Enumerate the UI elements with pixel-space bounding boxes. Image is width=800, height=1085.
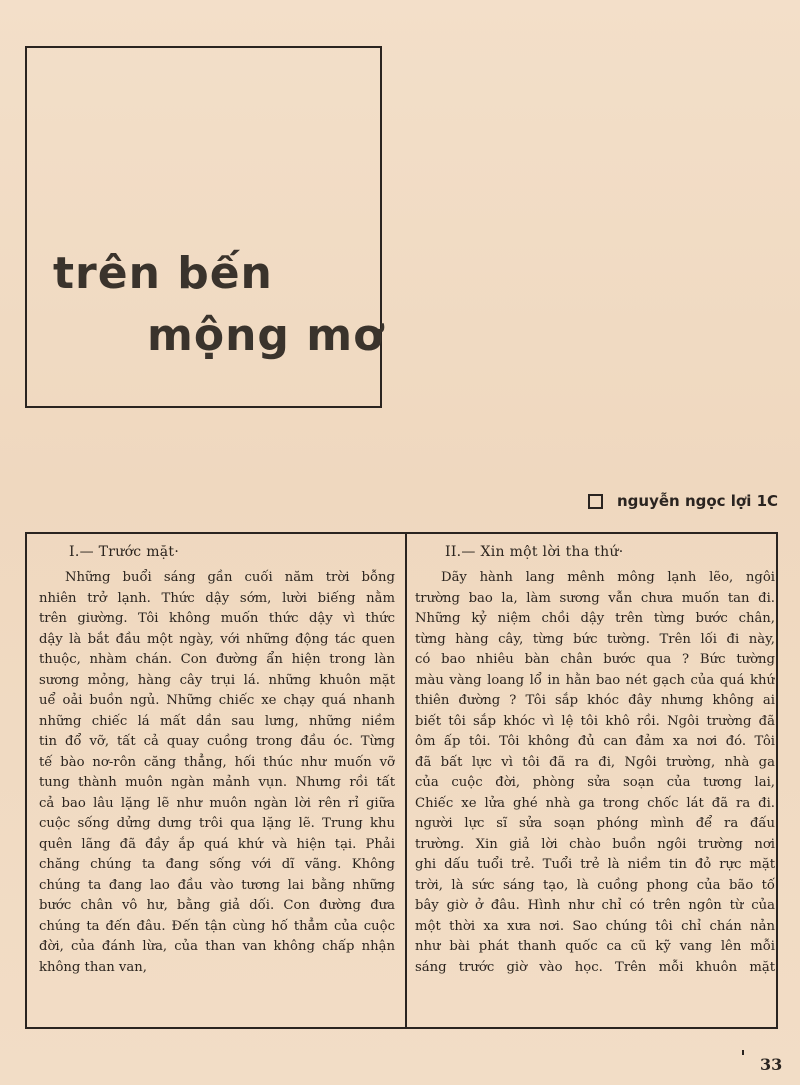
- text-line: trời, là sức sáng tạo, là cuồng phong của bão tố: [415, 877, 775, 893]
- text-line: nhiên trở lạnh. Thức dậy sớm, lười biếng nằm: [39, 590, 395, 606]
- text-line: bây giờ ở đâu. Hình như chỉ có trên ngôn từ của: [415, 898, 775, 913]
- text-line: cả bao lâu lặng lẽ như muôn ngàn lời rên rỉ giữa: [39, 795, 395, 811]
- text-line: biết tôi sắp khóc vì lệ tôi khô rồi. Ngôi trường đã: [415, 713, 775, 729]
- text-line: uể oải buồn ngủ. Những chiếc xe chạy quá nhanh: [39, 693, 395, 708]
- text-line: thuộc, nhàm chán. Con đường ẩn hiện trong làn: [39, 652, 395, 667]
- section-1-heading: I.— Trước mặt·: [69, 544, 180, 560]
- text-line: trường bao la, làm sương vẫn chưa muốn tan đi.: [415, 590, 775, 606]
- title-box: [25, 46, 385, 408]
- text-line: như bài phát thanh quốc ca cũ kỹ vang lên mỗi: [415, 939, 775, 954]
- text-line: đời, của đánh lừa, của than van không chấp nhận: [39, 939, 395, 954]
- section-2-column: [415, 544, 775, 978]
- text-line: trường. Xin giả lời chào buồn ngôi trường nơi: [415, 836, 775, 852]
- square-bullet-icon: [588, 494, 603, 509]
- text-line: tế bào nơ-rôn căng thẳng, hối thúc như muốn vỡ: [39, 754, 395, 770]
- text-line: chăng chúng ta đang sống với dĩ vãng. Không: [39, 857, 395, 872]
- text-line: thiên đường ? Tôi sắp khóc đây nhưng không ai: [415, 693, 775, 708]
- page-number: 33: [760, 1055, 783, 1074]
- text-line: bước chân vô hư, bằng giả dối. Con đường đưa: [39, 898, 395, 913]
- author-name: nguyễn ngọc lợi 1C: [617, 492, 779, 510]
- text-line: sáng trước giờ vào học. Trên mỗi khuôn mặt: [415, 959, 775, 975]
- text-line: trên giường. Tôi không muốn thức dậy vì thức: [39, 611, 395, 626]
- text-line: Dãy hành lang mênh mông lạnh lẽo, ngôi: [441, 570, 775, 585]
- section-2-body: [415, 568, 775, 978]
- text-line: ôm ấp tôi. Tôi không đủ can đảm xa nơi đó. Tôi: [415, 734, 775, 749]
- text-line: đã bất lực vì tôi đã ra đi, Ngôi trường, nhà ga: [415, 754, 775, 770]
- section-1-body: [39, 568, 395, 978]
- text-line: Những buổi sáng gần cuối năm trời bỗng: [65, 570, 395, 585]
- text-line: tin đổ vỡ, tất cả quay cuồng trong đầu óc. Từng: [39, 734, 395, 749]
- text-line: của cuộc đời, phòng sửa soạn của tương lai,: [415, 775, 775, 790]
- text-line: Những kỷ niệm chồi dậy trên từng bước chân,: [415, 611, 775, 626]
- text-line: cuộc sống dửng dưng trôi qua lặng lẽ. Trung khu: [39, 816, 395, 831]
- text-line: tung thành muôn ngàn mảnh vụn. Nhưng rồi tất: [39, 775, 395, 790]
- text-line: quên lãng đã đầy ắp quá khứ và hiện tại. Phải: [39, 836, 395, 852]
- text-line: màu vàng loang lổ in hằn bao nét gạch của quá khứ: [415, 672, 775, 688]
- article-title-line-2: mộng mơ: [147, 310, 385, 361]
- text-line: một thời xa xưa nơi. Sao chúng tôi chỉ chán nản: [415, 918, 775, 934]
- text-line: người lực sĩ sửa soạn phóng mình để ra đấu: [415, 816, 775, 831]
- section-1-column: [39, 544, 395, 978]
- text-line: sương mỏng, hàng cây trụi lá. những khuôn mặt: [39, 672, 395, 688]
- text-line: không than van,: [39, 959, 147, 975]
- ink-speck: [742, 1050, 744, 1055]
- author-byline: [588, 492, 778, 510]
- text-line: từng hàng cây, từng bức tường. Trên lối đi này,: [415, 631, 775, 647]
- text-line: chúng ta đang lao đầu vào tương lai bằng những: [39, 877, 395, 893]
- article-columns-frame: [25, 532, 778, 1029]
- section-2-heading: II.— Xin một lời tha thứ·: [445, 544, 624, 560]
- article-title-line-1: trên bến: [53, 248, 273, 299]
- text-line: có bao nhiêu bàn chân bước qua ? Bức tường: [415, 652, 775, 667]
- text-line: Chiếc xe lửa ghé nhà ga trong chốc lát đã ra đi.: [415, 795, 775, 811]
- text-line: chúng ta đến đâu. Đến tận cùng hố thẳm của cuộc: [39, 918, 395, 934]
- text-line: những chiếc lá mất dần sau lưng, những niềm: [39, 713, 395, 729]
- column-divider: [405, 534, 407, 1027]
- text-line: ghi dấu tuổi trẻ. Tuổi trẻ là niềm tin đỏ rực mặt: [415, 857, 775, 872]
- text-line: dậy là bắt đầu một ngày, với những động tác quen: [39, 631, 395, 647]
